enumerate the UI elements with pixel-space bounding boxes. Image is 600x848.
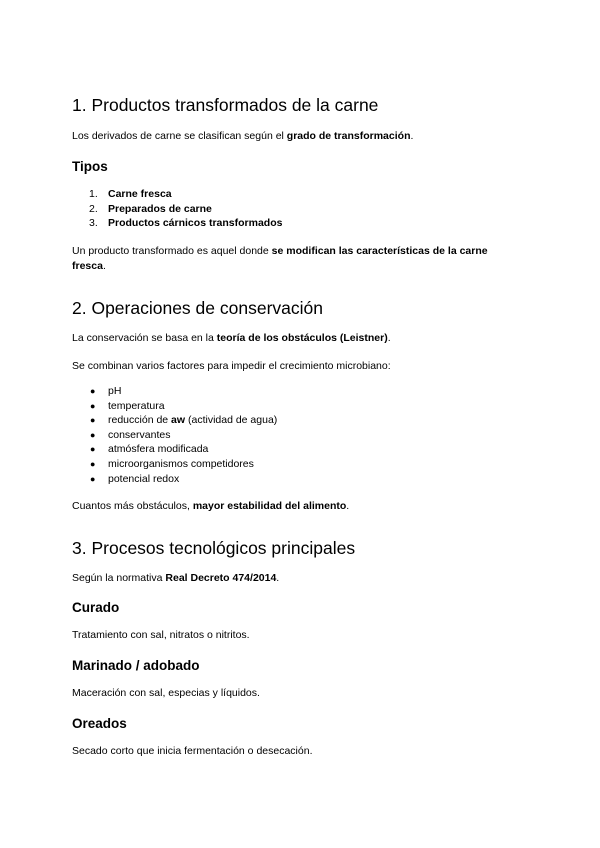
aw-end: (actividad de agua) [185, 414, 278, 427]
conclusion-end: . [346, 500, 350, 512]
list-item-label: Preparados de carne [108, 202, 212, 215]
factors-list [72, 384, 277, 486]
norm-text: Según la normativa [72, 572, 166, 584]
list-number: 3. [89, 217, 98, 230]
conclusion-bold: mayor estabilidad del alimento [192, 500, 347, 512]
section-3-intro [72, 571, 522, 586]
section-3-heading: 3. Procesos tecnológicos principales [72, 538, 356, 558]
intro-end: . [410, 130, 414, 142]
list-item [72, 457, 277, 472]
definition-text: Un producto transformado es aquel donde [72, 245, 272, 257]
section-2-heading: 2. Operaciones de conservación [72, 298, 323, 318]
list-item-label: conservantes [108, 428, 171, 441]
theory-end: . [387, 332, 391, 344]
list-number: 2. [89, 202, 98, 215]
bullet-icon: ● [90, 415, 96, 426]
curado-subheading: Curado [72, 600, 120, 615]
bullet-icon: ● [90, 444, 96, 455]
norm-end: . [276, 572, 280, 584]
theory-bold: teoría de los obstáculos (Leistner) [216, 332, 388, 344]
list-item-label: Productos cárnicos transformados [108, 217, 283, 230]
list-item [72, 202, 282, 217]
factors-intro: Se combinan varios factores para impedir el crecimiento microbiano: [72, 360, 391, 372]
list-item [72, 399, 277, 414]
list-item [72, 428, 277, 443]
list-item-label: temperatura [108, 399, 165, 412]
aw-bold: aw [171, 414, 186, 427]
list-item [72, 442, 277, 457]
aw-text: reducción de [108, 414, 172, 427]
conclusion-text: Cuantos más obstáculos, [72, 500, 193, 512]
bullet-icon: ● [90, 386, 96, 396]
list-item-label: Carne fresca [108, 188, 172, 200]
transformed-definition [72, 244, 522, 274]
norm-bold: Real Decreto 474/2014 [165, 572, 277, 584]
list-item [72, 472, 277, 487]
curado-description: Tratamiento con sal, nitratos o nitritos. [72, 629, 250, 641]
list-item [72, 413, 277, 428]
list-item-label: pH [108, 385, 122, 397]
bullet-icon: ● [90, 473, 96, 484]
marinado-subheading: Marinado / adobado [72, 658, 200, 673]
list-item [72, 216, 282, 231]
list-number: 1. [89, 188, 98, 200]
oreados-description: Secado corto que inicia fermentación o desecación. [72, 745, 313, 757]
theory-text: La conservación se basa en la [72, 332, 217, 344]
list-item-label: potencial redox [108, 472, 180, 485]
list-item [72, 187, 282, 202]
marinado-description: Maceración con sal, especias y líquidos. [72, 687, 260, 699]
types-list [72, 187, 282, 231]
section-2-conclusion [72, 499, 522, 514]
section-1-intro [72, 129, 522, 144]
bullet-icon: ● [90, 429, 96, 440]
intro-text: Los derivados de carne se clasifican según el [72, 130, 287, 142]
intro-bold: grado de transformación [286, 130, 411, 142]
list-item [72, 384, 277, 399]
definition-end: . [102, 260, 106, 272]
list-item-label: microorganismos competidores [108, 457, 254, 470]
section-2-intro [72, 331, 522, 346]
oreados-subheading: Oreados [72, 716, 127, 731]
section-1-heading: 1. Productos transformados de la carne [72, 95, 379, 115]
definition-bold: se modifican las características de la carne fresca [72, 245, 488, 272]
types-subheading: Tipos [72, 159, 108, 174]
bullet-icon: ● [90, 458, 96, 469]
bullet-icon: ● [90, 400, 96, 411]
list-item-label: atmósfera modificada [108, 443, 209, 456]
